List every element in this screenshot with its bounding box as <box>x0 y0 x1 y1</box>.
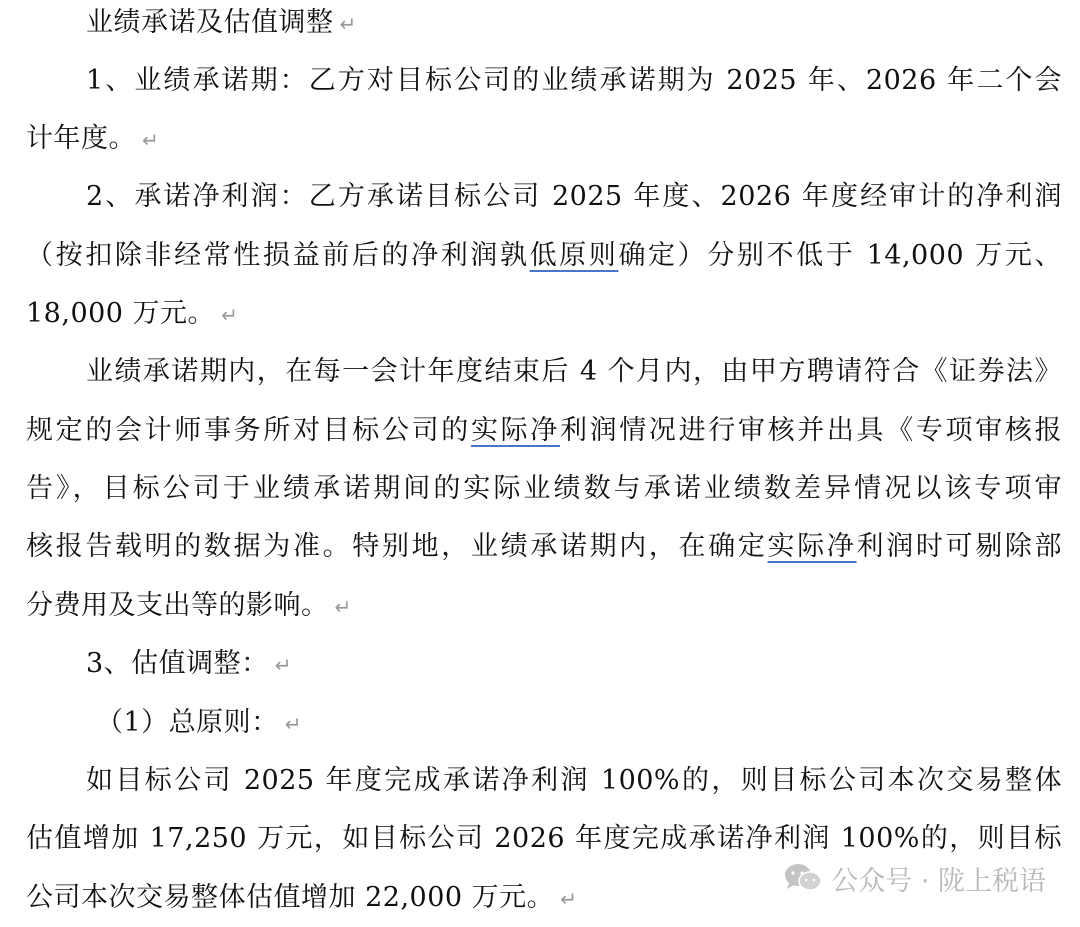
text-line: 业绩承诺期内，在每一会计年度结束后 4 个月内，由甲方聘请符合《证券法》 <box>86 356 1062 387</box>
text-line: 如目标公司 2025 年度完成承诺净利润 100%的，则目标公司本次交易整体 <box>86 765 1062 796</box>
text-segment: 计年度。 <box>26 123 136 154</box>
paragraph-mark-icon: ↵ <box>284 712 302 736</box>
text-line <box>96 694 1062 752</box>
text-line <box>26 402 1062 460</box>
text-segment: 核报告载明的数据为准。特别地，业绩承诺期内，在确定 <box>26 531 768 562</box>
underlined-text: 实际净 <box>470 415 560 446</box>
paragraph-mark-icon: ↵ <box>142 128 160 152</box>
paragraph-mark-icon: ↵ <box>334 595 352 619</box>
paragraph-mark-icon: ↵ <box>221 303 239 327</box>
text-line <box>86 635 1062 693</box>
text-segment: 利润时可剔除部 <box>856 531 1062 562</box>
text-segment: 确定）分别不低于 14,000 万元、 <box>618 240 1062 271</box>
text-segment: （按扣除非经常性损益前后的净利润孰 <box>26 240 530 271</box>
text-line <box>26 227 1062 285</box>
text-line <box>26 518 1062 576</box>
paragraph-mark-icon: ↵ <box>274 653 292 677</box>
wechat-icon <box>783 862 823 894</box>
text-segment: 规定的会计师事务所对目标公司的 <box>26 415 471 446</box>
text-line: 1、业绩承诺期：乙方对目标公司的业绩承诺期为 2025 年、2026 年二个会 <box>86 65 1062 96</box>
text-line: 告》，目标公司于业绩承诺期间的实际业绩数与承诺业绩数差异情况以该专项审 <box>26 473 1062 504</box>
heading-text: 业绩承诺及估值调整 <box>86 7 334 38</box>
text-segment: 分费用及支出等的影响。 <box>26 590 329 621</box>
text-segment: 18,000 万元。 <box>26 298 216 329</box>
text-segment: （1）总原则： <box>96 707 279 738</box>
underlined-text: 实际净 <box>767 531 857 562</box>
text-line <box>26 285 1062 343</box>
paragraph-mark-icon: ↵ <box>560 887 578 911</box>
underlined-text: 低原则 <box>529 240 619 271</box>
watermark-text: 公众号 · 陇上税语 <box>831 865 1046 897</box>
text-line: 2、承诺净利润：乙方承诺目标公司 2025 年度、2026 年度经审计的净利润 <box>86 181 1062 212</box>
text-segment: 公司本次交易整体估值增加 22,000 万元。 <box>26 882 555 913</box>
text-segment: 3、估值调整： <box>86 648 269 679</box>
text-line: 估值增加 17,250 万元，如目标公司 2026 年度完成承诺净利润 100%的，则目标 <box>26 823 1062 854</box>
section-heading <box>86 0 1062 52</box>
text-segment: 利润情况进行审核并出具《专项审核报 <box>559 415 1062 446</box>
text-line <box>26 577 1062 635</box>
paragraph-mark-icon: ↵ <box>339 12 357 36</box>
text-line <box>26 110 1062 168</box>
watermark <box>783 856 1046 900</box>
